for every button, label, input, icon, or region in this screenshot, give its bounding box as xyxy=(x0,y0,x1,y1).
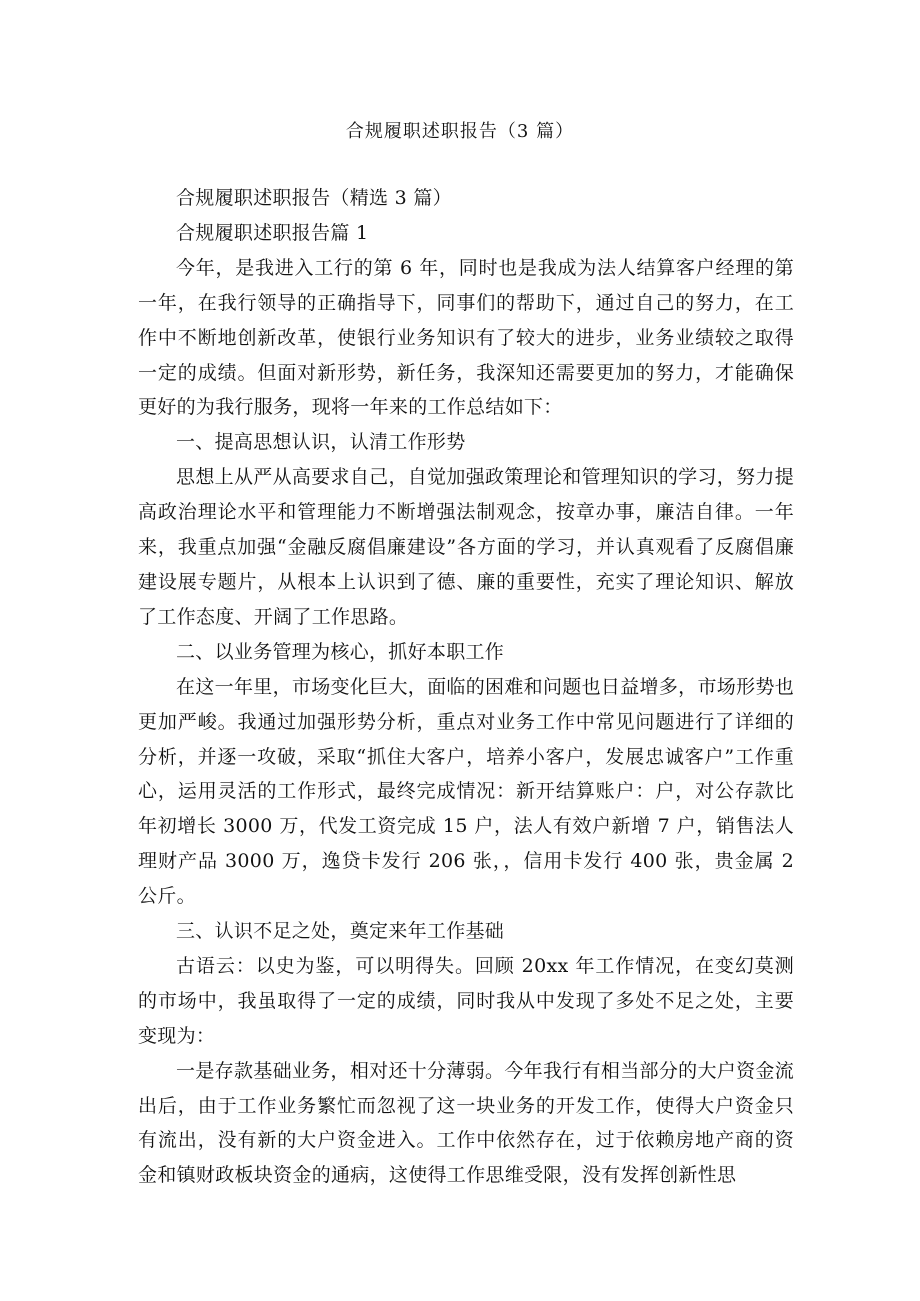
subtitle: 合规履职述职报告（精选 3 篇） xyxy=(176,187,452,209)
paragraph-thought: 思想上从严从高要求自己，自觉加强政策理论和管理知识的学习，努力提高政治理论水平和管理能力不断增强法制观念，按章办事，廉洁自律。一年来，我重点加强“金融反腐倡廉建设”各方面的学习，并认真观看了反腐倡廉建设展专题片，从根本上认识到了德、廉的重要性，充实了理论知识、解放了工作态度、开阔了工作思路。 xyxy=(138,466,794,628)
paragraph-intro: 今年，是我进入工行的第 6 年，同时也是我成为法人结算客户经理的第一年，在我行领导的正确指导下，同事们的帮助下，通过自己的努力，在工作中不断地创新改革，使银行业务知识有了较大的进步，业务业绩较之取得一定的成绩。但面对新形势，新任务，我深知还需要更加的努力，才能确保更好的为我行服务，现将一年来的工作总结如下： xyxy=(138,256,794,419)
document-title: 合规履职述职报告（3 篇） xyxy=(345,121,575,142)
paragraph-deposit: 一是存款基础业务，相对还十分薄弱。今年我行有相当部分的大户资金流出后，由于工作业务繁忙而忽视了这一块业务的开发工作，使得大户资金只有流出，没有新的大户资金进入。工作中依然存在，过于依赖房地产商的资金和镇财政板块资金的通病，这使得工作思维受限，没有发挥创新性思 xyxy=(138,1059,794,1187)
heading-one: 一、提高思想认识，认清工作形势 xyxy=(176,431,466,454)
paragraph-business: 在这一年里，市场变化巨大，面临的困难和问题也日益增多，市场形势也更加严峻。我通过加强形势分析，重点对业务工作中常见问题进行了详细的分析，并逐一攻破，采取“抓住大客户，培养小客户，发展忠诚客户”工作重心，运用灵活的工作形式，最终完成情况：新开结算账户：户，对公存款比年初增长 3000 万，代发工资完成 15 户，法人有效户新增 7 户，销售法人理财产品 3000 万，逸贷卡发行 206 张，，信用卡发行 400 张，贵金属 2 公斤。 xyxy=(138,675,794,908)
paragraph-review: 古语云：以史为鉴，可以明得失。回顾 20xx 年工作情况，在变幻莫测的市场中，我虽取得了一定的成绩，同时我从中发现了多处不足之处，主要变现为： xyxy=(138,954,794,1047)
heading-two: 二、以业务管理为核心，抓好本职工作 xyxy=(176,640,505,663)
document-body xyxy=(138,181,794,1193)
heading-three: 三、认识不足之处，奠定来年工作基础 xyxy=(176,920,505,943)
section-heading-part-1: 合规履职述职报告篇 1 xyxy=(176,221,369,244)
